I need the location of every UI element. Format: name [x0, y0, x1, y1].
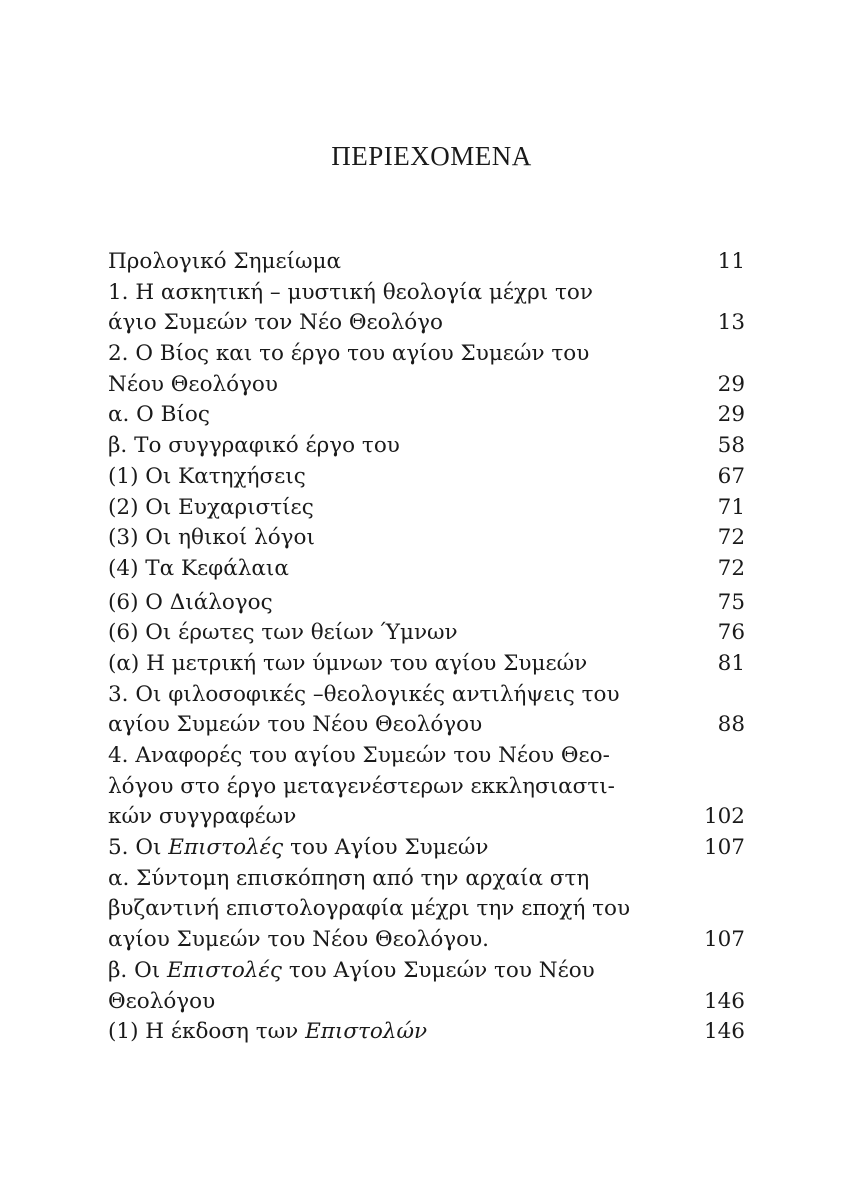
toc-entry-text: [108, 588, 273, 619]
toc-page-number: 71: [717, 494, 745, 520]
toc-entry-text: [108, 710, 482, 741]
toc-entry-part: 1. Η ασκητική – μυστική θεολογία μέχρι τον: [108, 279, 593, 305]
toc-page-number: 29: [717, 371, 745, 397]
toc-line: [108, 493, 745, 524]
toc-entry-part: β. Οι: [108, 957, 167, 983]
toc-page-number: 107: [703, 835, 745, 861]
toc-entry-text: [108, 308, 443, 339]
toc-page-number: 29: [717, 402, 745, 428]
toc-entry-part: του Αγίου Συμεών: [283, 835, 489, 861]
toc-page-number: 13: [717, 310, 745, 336]
toc-entry-text: [108, 554, 289, 585]
toc-page-number: 72: [717, 555, 745, 581]
toc-entry-part: α. Ο Βίος: [108, 402, 210, 428]
toc-line: [108, 370, 745, 401]
toc-entry-part: 5. Οι: [108, 835, 169, 861]
toc-line: [108, 400, 745, 431]
toc-entry-text: [108, 400, 210, 431]
toc-page-number: 75: [717, 589, 745, 615]
toc-entry-text: [108, 370, 278, 401]
page-title: ΠΕΡΙΕΧΟΜΕΝΑ: [331, 141, 532, 171]
toc-entry-italic-part: Επιστολές: [168, 835, 284, 861]
toc-page-number: 88: [717, 712, 745, 738]
toc-entry-part: (1) Η έκδοση των: [108, 1019, 306, 1045]
toc-entry-text: [108, 802, 296, 833]
toc-page-number: 58: [717, 433, 745, 459]
toc-line: [108, 462, 745, 493]
toc-entry-part: (3) Οι ηθικοί λόγοι: [108, 525, 315, 551]
toc-entry-text: [108, 680, 620, 711]
toc-line: [108, 894, 745, 925]
toc-line: [108, 710, 745, 741]
toc-entry-text: [108, 247, 341, 278]
toc-page-number: 146: [703, 1019, 745, 1045]
toc-entry-part: (2) Οι Ευχαριστίες: [108, 494, 314, 520]
toc-entry-text: [108, 523, 315, 554]
toc-entry-text: [108, 772, 615, 803]
toc-entry-text: [108, 741, 610, 772]
toc-line: [108, 987, 745, 1018]
toc-entry-text: [108, 833, 488, 864]
toc-line: [108, 925, 745, 956]
toc-line: [108, 833, 745, 864]
toc-entry-text: [108, 493, 314, 524]
toc-entry-part: (α) Η μετρική των ύμνων του αγίου Συμεών: [108, 650, 588, 676]
toc-line: [108, 588, 745, 619]
toc-line: [108, 741, 745, 772]
toc-page-number: 107: [703, 927, 745, 953]
toc-page-number: 102: [703, 804, 745, 830]
toc-entry-text: [108, 987, 215, 1018]
toc-line: [108, 554, 745, 585]
toc-entry-text: [108, 1017, 427, 1048]
toc-entry-text: [108, 431, 400, 462]
toc-entry-part: (1) Οι Κατηχήσεις: [108, 463, 306, 489]
toc-line: [108, 956, 745, 987]
toc-entry-italic-part: Επιστολών: [305, 1019, 428, 1045]
toc-page-number: 76: [717, 620, 745, 646]
toc-entry-part: λόγου στο έργο μεταγενέστερων εκκλησιαστι-: [108, 773, 615, 799]
toc-line: [108, 523, 745, 554]
toc-entry-part: Θεολόγου: [108, 988, 216, 1014]
toc-entry-part: Προλογικό Σημείωμα: [108, 249, 342, 274]
toc-entry-part: 4. Αναφορές του αγίου Συμεών του Νέου Θεο-: [108, 743, 610, 768]
toc-entry-text: [108, 618, 458, 649]
toc-line: [108, 1017, 745, 1048]
toc-entry-text: [108, 925, 489, 956]
toc-entry-text: [108, 894, 630, 925]
toc-line: [108, 278, 745, 309]
toc-entry-italic-part: Επιστολές: [167, 957, 282, 983]
toc-entry-part: β. Το συγγραφικό έργο του: [108, 433, 400, 459]
toc-line: [108, 431, 745, 462]
toc-entry-text: [108, 278, 593, 309]
toc-entry-part: α. Σύντομη επισκόπηση από την αρχαία στη: [108, 865, 590, 891]
toc-line: [108, 680, 745, 711]
toc-page-number: 81: [717, 650, 745, 676]
toc-entry-text: [108, 339, 589, 370]
toc-page-number: 146: [703, 988, 745, 1014]
toc-entry-part: του Αγίου Συμεών του Νέου: [281, 957, 595, 983]
toc-entry-text: [108, 864, 589, 895]
toc-entry-text: [108, 649, 587, 680]
toc-entry-part: (6) Οι έρωτες των θείων Ύμνων: [108, 620, 458, 646]
toc-entry-part: κών συγγραφέων: [108, 804, 297, 830]
toc-line: [108, 772, 745, 803]
toc-line: [108, 308, 745, 339]
toc-entry-part: 3. Οι φιλοσοφικές –θεολογικές αντιλήψεις του: [108, 681, 620, 707]
toc-entry-part: αγίου Συμεών του Νέου Θεολόγου.: [108, 927, 489, 953]
toc-entry-part: άγιο Συμεών τον Νέο Θεολόγο: [108, 310, 443, 336]
toc-entry-part: βυζαντινή επιστολογραφία μέχρι την εποχή του: [108, 896, 631, 922]
toc-entry-text: [108, 956, 595, 987]
toc-entry-part: Νέου Θεολόγου: [108, 371, 278, 397]
toc-line: [108, 247, 745, 278]
toc-line: [108, 864, 745, 895]
toc-page-number: 11: [717, 249, 745, 274]
table-of-contents: [108, 247, 745, 1048]
toc-line: [108, 339, 745, 370]
toc-page-number: 67: [717, 463, 745, 489]
toc-entry-part: αγίου Συμεών του Νέου Θεολόγου: [108, 712, 483, 738]
toc-line: [108, 802, 745, 833]
toc-line: [108, 618, 745, 649]
toc-entry-part: 2. Ο Βίος και το έργο του αγίου Συμεών του: [108, 341, 590, 367]
toc-entry-part: (4) Τα Κεφάλαια: [108, 555, 289, 581]
toc-entry-text: [108, 462, 306, 493]
toc-line: [108, 649, 745, 680]
toc-page-number: 72: [717, 525, 745, 551]
toc-entry-part: (6) Ο Διάλογος: [108, 589, 273, 615]
